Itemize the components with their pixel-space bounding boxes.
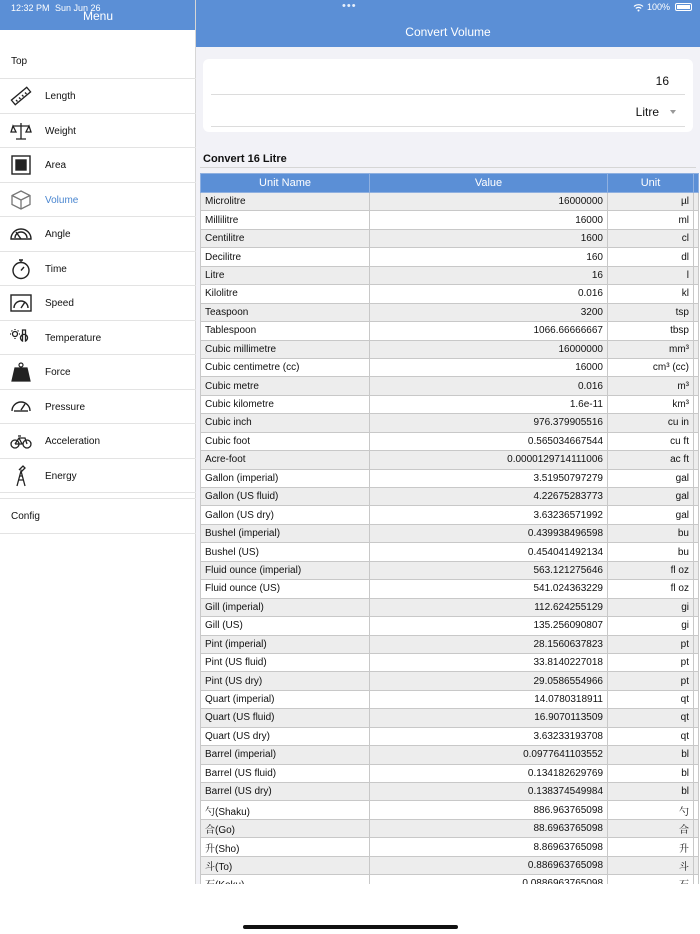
wifi-icon	[633, 3, 644, 12]
status-right	[633, 2, 692, 12]
cell-unit: cu ft	[608, 432, 694, 450]
table-row[interactable]	[201, 819, 699, 837]
table-row[interactable]	[201, 598, 699, 616]
sidebar-item-label: Energy	[45, 470, 77, 482]
cell-unit: 斗	[608, 856, 694, 874]
config-row[interactable]	[0, 498, 196, 534]
cell-extra	[694, 801, 699, 819]
cell-value: 0.454041492134	[370, 543, 608, 561]
table-row[interactable]	[201, 432, 699, 450]
bottom-bar	[0, 884, 700, 934]
table-row[interactable]	[201, 229, 699, 247]
cell-extra	[694, 303, 699, 321]
cell-unit-name: Litre	[201, 266, 370, 284]
cell-extra	[694, 340, 699, 358]
sidebar-item-config[interactable]: Config	[11, 511, 40, 522]
chevron-down-icon	[670, 110, 676, 114]
table-row[interactable]	[201, 358, 699, 376]
cell-value: 28.1560637823	[370, 635, 608, 653]
sidebar-item-volume[interactable]	[0, 183, 196, 218]
cell-extra	[694, 506, 699, 524]
table-row[interactable]	[201, 856, 699, 874]
cell-unit-name: Bushel (US)	[201, 543, 370, 561]
cell-unit: mm³	[608, 340, 694, 358]
cell-unit: pt	[608, 653, 694, 671]
cell-extra	[694, 193, 699, 211]
cell-extra	[694, 856, 699, 874]
table-row[interactable]	[201, 580, 699, 598]
thermometer-icon	[10, 327, 32, 349]
cell-extra	[694, 377, 699, 395]
results-table-container[interactable]	[200, 173, 700, 884]
cell-unit: fl oz	[608, 580, 694, 598]
cell-unit-name: Cubic foot	[201, 432, 370, 450]
cell-value: 0.0977641103552	[370, 746, 608, 764]
cell-extra	[694, 690, 699, 708]
bicycle-icon	[10, 430, 32, 452]
cell-unit-name: Quart (imperial)	[201, 690, 370, 708]
cell-unit-name: Cubic millimetre	[201, 340, 370, 358]
cell-extra	[694, 838, 699, 856]
cell-unit: gi	[608, 617, 694, 635]
cell-unit-name: Tablespoon	[201, 322, 370, 340]
cell-unit-name: Millilitre	[201, 211, 370, 229]
sidebar-item-label: Time	[45, 263, 67, 275]
cell-unit: gal	[608, 469, 694, 487]
sidebar	[0, 0, 196, 884]
table-row[interactable]	[201, 506, 699, 524]
cell-unit: m³	[608, 377, 694, 395]
value-input[interactable]	[211, 67, 685, 95]
table-row[interactable]	[201, 322, 699, 340]
cell-value: 976.379905516	[370, 414, 608, 432]
results-table	[200, 173, 699, 894]
cell-unit: ac ft	[608, 451, 694, 469]
oil-pump-icon	[10, 465, 32, 487]
sidebar-item-angle[interactable]	[0, 217, 196, 252]
cell-value: 29.0586554966	[370, 672, 608, 690]
cell-unit-name: Barrel (US dry)	[201, 783, 370, 801]
sidebar-item-area[interactable]	[0, 148, 196, 183]
unit-select[interactable]	[211, 97, 685, 127]
sidebar-item-label: Force	[45, 367, 71, 378]
cell-value: 8.86963765098	[370, 838, 608, 856]
cell-value: 0.565034667544	[370, 432, 608, 450]
cell-unit: cl	[608, 229, 694, 247]
cell-extra	[694, 488, 699, 506]
cell-extra	[694, 580, 699, 598]
cell-extra	[694, 543, 699, 561]
cell-extra	[694, 727, 699, 745]
sidebar-item-speed[interactable]	[0, 286, 196, 321]
cell-unit-name: Gallon (US fluid)	[201, 488, 370, 506]
divider	[200, 167, 696, 168]
table-row[interactable]	[201, 303, 699, 321]
column-header-value: Value	[370, 174, 608, 193]
menu-title: Menu	[82, 9, 114, 23]
cell-value: 3.63233193708	[370, 727, 608, 745]
cell-unit-name: Gill (US)	[201, 617, 370, 635]
table-row[interactable]	[201, 193, 699, 211]
table-row[interactable]	[201, 524, 699, 542]
cell-value: 3.63236571992	[370, 506, 608, 524]
cell-extra	[694, 266, 699, 284]
sidebar-item-top[interactable]: Top	[11, 56, 28, 67]
multitasking-dots[interactable]: •••	[342, 0, 357, 12]
table-row[interactable]	[201, 285, 699, 303]
cell-value: 16000000	[370, 340, 608, 358]
cell-unit-name: Cubic inch	[201, 414, 370, 432]
cell-unit-name: 升(Sho)	[201, 838, 370, 856]
cell-unit-name: Pint (US fluid)	[201, 653, 370, 671]
cell-unit: qt	[608, 727, 694, 745]
cell-extra	[694, 819, 699, 837]
cell-extra	[694, 746, 699, 764]
cell-unit: cu in	[608, 414, 694, 432]
cell-unit: cm³ (cc)	[608, 358, 694, 376]
sidebar-item-time[interactable]	[0, 252, 196, 287]
table-row[interactable]	[201, 340, 699, 358]
cell-value: 4.22675283773	[370, 488, 608, 506]
cell-unit-name: Pint (US dry)	[201, 672, 370, 690]
table-row[interactable]	[201, 617, 699, 635]
sidebar-item-label: Angle	[45, 229, 71, 240]
cell-unit-name: Pint (imperial)	[201, 635, 370, 653]
cell-extra	[694, 285, 699, 303]
cell-extra	[694, 451, 699, 469]
cell-value: 0.016	[370, 285, 608, 303]
cell-value: 16000	[370, 358, 608, 376]
table-row[interactable]	[201, 653, 699, 671]
sidebar-item-label: Temperature	[45, 332, 102, 344]
cell-unit-name: Barrel (US fluid)	[201, 764, 370, 782]
sidebar-item-pressure[interactable]	[0, 390, 196, 425]
table-row[interactable]	[201, 561, 699, 579]
cell-unit-name: Barrel (imperial)	[201, 746, 370, 764]
input-card	[203, 59, 693, 132]
cell-extra	[694, 524, 699, 542]
protractor-icon	[10, 223, 32, 245]
cell-value: 135.256090807	[370, 617, 608, 635]
cell-extra	[694, 709, 699, 727]
cell-unit: qt	[608, 709, 694, 727]
cell-value: 0.134182629769	[370, 764, 608, 782]
cell-value: 0.886963765098	[370, 856, 608, 874]
home-indicator[interactable]	[243, 925, 458, 929]
sidebar-item-acceleration[interactable]	[0, 424, 196, 459]
cell-value: 16.9070113509	[370, 709, 608, 727]
table-row[interactable]	[201, 801, 699, 819]
cell-unit-name: Acre-foot	[201, 451, 370, 469]
cell-extra	[694, 414, 699, 432]
column-header-unit-name: Unit Name	[201, 174, 370, 193]
cell-extra	[694, 561, 699, 579]
cell-unit-name: Centilitre	[201, 229, 370, 247]
cell-value: 16000000	[370, 193, 608, 211]
cell-unit-name: Teaspoon	[201, 303, 370, 321]
sidebar-item-label: Speed	[45, 298, 74, 309]
table-row[interactable]	[201, 248, 699, 266]
ruler-icon	[10, 85, 32, 107]
sidebar-item-label: Acceleration	[45, 436, 101, 447]
cell-unit-name: 合(Go)	[201, 819, 370, 837]
cell-value: 112.624255129	[370, 598, 608, 616]
status-date: Sun Jun 26	[55, 3, 101, 13]
cell-extra	[694, 653, 699, 671]
weight-icon	[10, 361, 32, 383]
cell-unit: pt	[608, 672, 694, 690]
table-row[interactable]	[201, 783, 699, 801]
cell-value: 541.024363229	[370, 580, 608, 598]
cell-extra	[694, 469, 699, 487]
page-title: Convert Volume	[405, 25, 491, 39]
cell-unit-name: Bushel (imperial)	[201, 524, 370, 542]
cell-unit-name: Gallon (US dry)	[201, 506, 370, 524]
table-row[interactable]	[201, 395, 699, 413]
sidebar-header	[0, 0, 195, 30]
cell-value: 16000	[370, 211, 608, 229]
cell-unit-name: Fluid ounce (US)	[201, 580, 370, 598]
cell-unit: gal	[608, 506, 694, 524]
sidebar-item-label: Pressure	[45, 401, 86, 413]
table-row[interactable]	[201, 414, 699, 432]
cell-unit: ml	[608, 211, 694, 229]
cell-value: 886.963765098	[370, 801, 608, 819]
cell-extra	[694, 395, 699, 413]
cell-unit: bu	[608, 524, 694, 542]
sidebar-item-label: Length	[45, 91, 76, 102]
cell-extra	[694, 635, 699, 653]
speedometer-icon	[10, 292, 32, 314]
cell-unit: pt	[608, 635, 694, 653]
cell-value: 563.121275646	[370, 561, 608, 579]
cell-unit-name: Cubic centimetre (cc)	[201, 358, 370, 376]
cell-unit-name: Cubic metre	[201, 377, 370, 395]
cell-value: 3.51950797279	[370, 469, 608, 487]
cell-unit-name: Fluid ounce (imperial)	[201, 561, 370, 579]
cell-unit: kl	[608, 285, 694, 303]
table-row[interactable]	[201, 690, 699, 708]
cell-extra	[694, 248, 699, 266]
table-row[interactable]	[201, 764, 699, 782]
area-icon	[10, 154, 32, 176]
cell-extra	[694, 783, 699, 801]
table-row[interactable]	[201, 266, 699, 284]
sidebar-item-label: Volume	[45, 194, 79, 206]
cell-extra	[694, 598, 699, 616]
sidebar-item-length[interactable]	[0, 79, 196, 114]
cell-extra	[694, 764, 699, 782]
cell-unit: tsp	[608, 303, 694, 321]
gauge-icon	[10, 396, 32, 418]
cell-value: 33.8140227018	[370, 653, 608, 671]
cell-value: 16	[370, 266, 608, 284]
cell-unit: bl	[608, 764, 694, 782]
cell-unit-name: Gill (imperial)	[201, 598, 370, 616]
cell-extra	[694, 617, 699, 635]
table-row[interactable]	[201, 635, 699, 653]
table-row[interactable]	[201, 211, 699, 229]
cell-unit-name: Quart (US dry)	[201, 727, 370, 745]
cell-unit-name: Gallon (imperial)	[201, 469, 370, 487]
cell-unit: fl oz	[608, 561, 694, 579]
column-header-extra	[694, 174, 699, 193]
cell-unit: 合	[608, 819, 694, 837]
menu-list	[0, 78, 196, 493]
cell-unit: tbsp	[608, 322, 694, 340]
cell-unit-name: Decilitre	[201, 248, 370, 266]
main-panel	[196, 0, 700, 884]
cell-unit: gi	[608, 598, 694, 616]
table-row[interactable]	[201, 377, 699, 395]
cell-value: 1600	[370, 229, 608, 247]
cell-unit-name: Kilolitre	[201, 285, 370, 303]
cell-extra	[694, 322, 699, 340]
table-row[interactable]	[201, 451, 699, 469]
cell-unit-name: Microlitre	[201, 193, 370, 211]
cell-unit: qt	[608, 690, 694, 708]
cell-unit: bl	[608, 783, 694, 801]
cell-value: 0.016	[370, 377, 608, 395]
table-row[interactable]	[201, 709, 699, 727]
cell-unit: dl	[608, 248, 694, 266]
cell-unit: gal	[608, 488, 694, 506]
status-time: 12:32 PM	[11, 3, 50, 13]
cell-extra	[694, 432, 699, 450]
table-row[interactable]	[201, 543, 699, 561]
cell-value: 0.138374549984	[370, 783, 608, 801]
battery-percent: 100%	[646, 2, 670, 12]
table-row[interactable]	[201, 838, 699, 856]
cell-extra	[694, 211, 699, 229]
table-body	[201, 193, 699, 894]
stopwatch-icon	[10, 258, 32, 280]
sidebar-item-label: Weight	[45, 125, 76, 137]
cell-unit: bl	[608, 746, 694, 764]
cell-unit: km³	[608, 395, 694, 413]
table-row[interactable]	[201, 672, 699, 690]
sidebar-item-label: Area	[45, 160, 67, 171]
cell-value: 88.6963765098	[370, 819, 608, 837]
table-row[interactable]	[201, 746, 699, 764]
cell-unit-name: Cubic kilometre	[201, 395, 370, 413]
cell-unit-name: Quart (US fluid)	[201, 709, 370, 727]
cell-unit: 勺	[608, 801, 694, 819]
cell-unit: l	[608, 266, 694, 284]
cell-unit: µl	[608, 193, 694, 211]
cell-value: 1.6e-11	[370, 395, 608, 413]
sidebar-item-force[interactable]	[0, 355, 196, 390]
scale-icon	[10, 120, 32, 142]
cell-unit: 升	[608, 838, 694, 856]
table-row[interactable]	[201, 469, 699, 487]
cell-value: 1066.66666667	[370, 322, 608, 340]
sidebar-item-energy[interactable]	[0, 459, 196, 494]
cell-value: 0.439938496598	[370, 524, 608, 542]
unit-select-value: Litre	[635, 105, 659, 119]
battery-icon	[675, 3, 692, 11]
result-title: Convert 16 Litre	[203, 153, 287, 165]
cell-unit: bu	[608, 543, 694, 561]
nav-bar	[196, 0, 700, 47]
cell-extra	[694, 229, 699, 247]
cell-value: 14.0780318911	[370, 690, 608, 708]
sidebar-item-weight[interactable]	[0, 114, 196, 149]
cell-value: 3200	[370, 303, 608, 321]
cell-extra	[694, 358, 699, 376]
cell-unit-name: 斗(To)	[201, 856, 370, 874]
table-header-row	[201, 174, 699, 193]
cube-icon	[10, 189, 32, 211]
column-header-unit: Unit	[608, 174, 694, 193]
table-row[interactable]	[201, 488, 699, 506]
cell-value: 160	[370, 248, 608, 266]
cell-extra	[694, 672, 699, 690]
sidebar-item-temperature[interactable]	[0, 321, 196, 356]
cell-unit-name: 勺(Shaku)	[201, 801, 370, 819]
table-row[interactable]	[201, 727, 699, 745]
cell-value: 0.0000129714111006	[370, 451, 608, 469]
